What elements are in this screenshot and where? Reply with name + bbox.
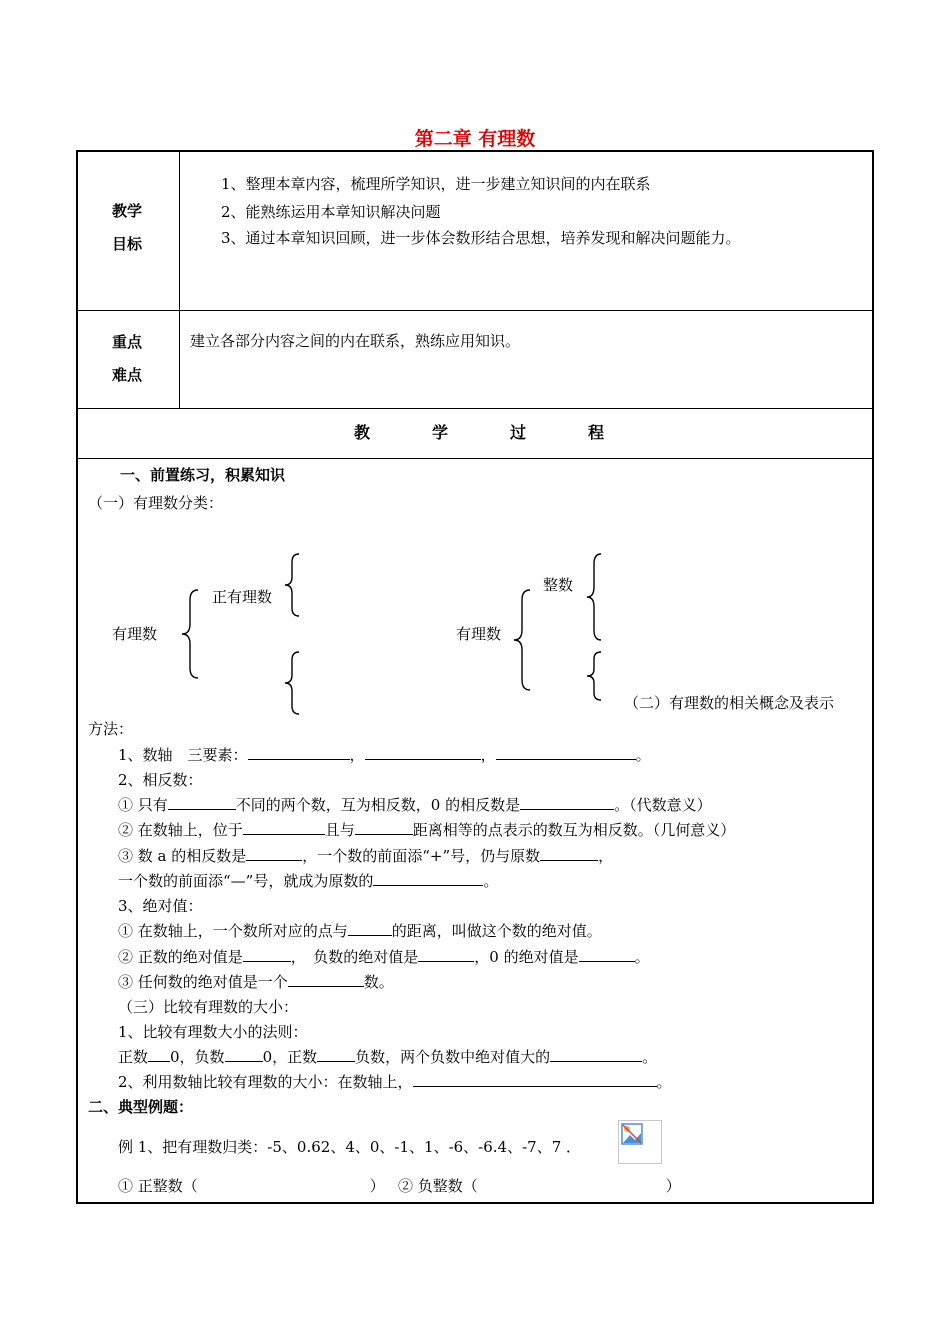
- row-divider: [76, 408, 874, 409]
- column-divider: [179, 150, 180, 409]
- blank: [520, 795, 614, 810]
- opposite-line-1: [118, 794, 712, 815]
- compare-rule-heading: 1、比较有理数大小的法则：: [118, 1023, 308, 1041]
- diagram-right-root: 有理数: [456, 625, 502, 643]
- text: 。（代数意义）: [614, 796, 712, 814]
- text: ， 负数的绝对值是: [290, 948, 419, 966]
- section1-heading: 一、前置练习，积累知识: [120, 466, 286, 484]
- text: ① 只有: [118, 796, 168, 814]
- compare-rule-line: [118, 1046, 657, 1067]
- process-char: 程: [588, 423, 605, 442]
- blank: [348, 921, 392, 936]
- diagram-left-branch: 正有理数: [212, 588, 273, 606]
- page-title: 第二章 有理数: [414, 128, 536, 150]
- example-1: 例 1、把有理数归类：-5、0.62、4、0、-1、1、-6、-6.4、-7、7 ．: [118, 1138, 582, 1156]
- blank: [413, 1072, 657, 1087]
- text: 0，正数: [262, 1048, 318, 1066]
- text: ，一个数的前面添“+”号，仍与原数: [302, 847, 541, 865]
- pos-int-line: [118, 1175, 385, 1196]
- text: ，0 的绝对值是: [474, 948, 579, 966]
- text: 数。: [363, 973, 394, 991]
- text: 。: [483, 872, 499, 890]
- blank: [243, 947, 291, 962]
- image-placeholder-icon: [621, 1123, 643, 1145]
- blank: [365, 745, 481, 760]
- objective-item-3: 3、通过本章知识回顾，进一步体会数形结合思想，培养发现和解决问题能力。: [221, 229, 741, 247]
- diagram-right-branch: 整数: [543, 576, 574, 594]
- blank: [243, 820, 325, 835]
- row-divider: [76, 458, 874, 459]
- blank: [246, 846, 302, 861]
- blank: [168, 795, 236, 810]
- absolute-line-1: [118, 920, 602, 941]
- text: ① 正整数（: [118, 1177, 198, 1195]
- text: ① 在数轴上，一个数所对应的点与: [118, 922, 348, 940]
- opposite-heading: 2、相反数：: [118, 771, 203, 789]
- process-char: 过: [510, 423, 527, 442]
- brace-icon: [283, 650, 303, 716]
- text: 0，负数: [170, 1048, 225, 1066]
- brace-icon: [180, 588, 202, 680]
- text: 。: [642, 1048, 658, 1066]
- text: 负数，两个负数中绝对值大的: [355, 1048, 551, 1066]
- text: ② 负整数（: [398, 1177, 478, 1195]
- text: ，: [598, 847, 614, 865]
- numberline-prefix: 1、数轴 三要素：: [118, 746, 248, 764]
- blank: [248, 745, 350, 760]
- text: 2、利用数轴比较有理数的大小：在数轴上，: [118, 1073, 413, 1091]
- numberline-line: [118, 744, 651, 765]
- blank: [355, 820, 413, 835]
- blank: [288, 972, 364, 987]
- row-divider: [76, 310, 874, 311]
- separator: ，: [480, 746, 496, 764]
- text: 不同的两个数，互为相反数，0 的相反数是: [235, 796, 521, 814]
- text: 且与: [324, 821, 355, 839]
- objective-item-1: 1、整理本章内容，梳理所学知识，进一步建立知识间的内在联系: [221, 175, 651, 193]
- objective-item-2: 2、能熟练运用本章知识解决问题: [221, 203, 441, 221]
- objectives-label-1: 教学: [112, 202, 143, 220]
- brace-icon: [283, 552, 303, 618]
- text: 正数: [118, 1048, 149, 1066]
- keypoints-label-1: 重点: [112, 333, 143, 351]
- blank: [225, 1047, 263, 1062]
- blank: [373, 871, 483, 886]
- absolute-heading: 3、绝对值：: [118, 897, 203, 915]
- broken-image-icon: [618, 1120, 662, 1164]
- text: ③ 任何数的绝对值是一个: [118, 973, 288, 991]
- classification-heading: （一）有理数分类：: [88, 494, 224, 512]
- objectives-label-2: 目标: [112, 235, 143, 253]
- absolute-line-3: [118, 971, 394, 992]
- blank: [418, 947, 474, 962]
- brace-icon: [585, 650, 605, 702]
- neg-int-line: [398, 1175, 681, 1196]
- separator: ，: [349, 746, 365, 764]
- keypoints-text: 建立各部分内容之间的内在联系，熟练应用知识。: [190, 332, 521, 350]
- keypoints-label-2: 难点: [112, 366, 143, 384]
- opposite-line-4: [118, 870, 498, 891]
- period: 。: [635, 746, 651, 764]
- text: ）: [369, 1177, 385, 1195]
- compare-heading: （三）比较有理数的大小：: [118, 998, 299, 1016]
- concepts-heading-cont: 方法：: [88, 720, 134, 738]
- opposite-line-2: [118, 819, 735, 840]
- brace-icon: [585, 552, 605, 642]
- compare-numberline-line: [118, 1071, 672, 1092]
- text: 。: [634, 948, 650, 966]
- text: ② 在数轴上，位于: [118, 821, 243, 839]
- text: 。: [656, 1073, 672, 1091]
- text: 距离相等的点表示的数互为相反数。（几何意义）: [412, 821, 736, 839]
- blank: [496, 745, 636, 760]
- text: 一个数的前面添“—”号，就成为原数的: [118, 872, 374, 890]
- text: ② 正数的绝对值是: [118, 948, 243, 966]
- absolute-line-2: [118, 946, 650, 967]
- opposite-line-3: [118, 845, 613, 866]
- process-char: 教: [354, 423, 371, 442]
- process-char: 学: [432, 423, 449, 442]
- blank: [550, 1047, 642, 1062]
- blank: [579, 947, 635, 962]
- text: ）: [665, 1177, 681, 1195]
- brace-icon: [512, 588, 534, 692]
- blank: [148, 1047, 170, 1062]
- process-heading: [354, 420, 604, 443]
- blank: [540, 846, 598, 861]
- text: 的距离，叫做这个数的绝对值。: [391, 922, 602, 940]
- concepts-heading: （二）有理数的相关概念及表示: [624, 694, 835, 712]
- diagram-left-root: 有理数: [112, 625, 158, 643]
- blank: [317, 1047, 355, 1062]
- section2-heading: 二、典型例题：: [88, 1098, 194, 1116]
- text: ③ 数 a 的相反数是: [118, 847, 247, 865]
